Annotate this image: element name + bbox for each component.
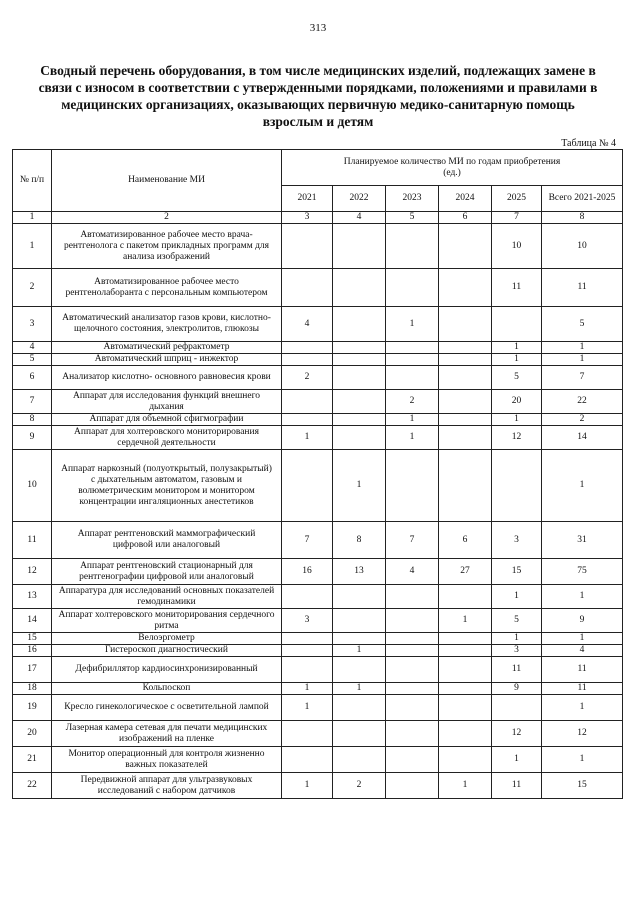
quantity-cell: 1 (333, 645, 386, 657)
row-number: 16 (13, 645, 52, 657)
quantity-cell (282, 645, 333, 657)
quantity-cell: 1 (282, 773, 333, 799)
item-name: Автоматизированное рабочее место врача-рентгенолога с пакетом прикладных программ для анализа изображений (52, 224, 282, 269)
quantity-cell (386, 342, 439, 354)
quantity-cell: 2 (542, 414, 623, 426)
quantity-cell: 1 (492, 354, 542, 366)
row-number: 17 (13, 657, 52, 683)
quantity-cell (386, 721, 439, 747)
quantity-cell: 6 (439, 522, 492, 559)
quantity-cell: 1 (492, 585, 542, 609)
quantity-cell: 11 (492, 657, 542, 683)
quantity-cell (333, 414, 386, 426)
table-row (13, 354, 623, 366)
quantity-cell (282, 721, 333, 747)
row-number: 12 (13, 559, 52, 585)
quantity-cell: 1 (492, 747, 542, 773)
quantity-cell: 12 (492, 426, 542, 450)
quantity-cell (282, 414, 333, 426)
row-number: 20 (13, 721, 52, 747)
quantity-cell (333, 342, 386, 354)
row-number: 7 (13, 390, 52, 414)
item-name: Автоматический анализатор газов крови, кислотно-щелочного состояния, электролитов, глюкозы (52, 307, 282, 342)
quantity-cell: 3 (282, 609, 333, 633)
index-row (13, 212, 623, 224)
row-number: 8 (13, 414, 52, 426)
quantity-cell (386, 633, 439, 645)
quantity-cell (333, 747, 386, 773)
quantity-cell (439, 747, 492, 773)
quantity-cell: 15 (542, 773, 623, 799)
table-row (13, 721, 623, 747)
quantity-cell: 1 (282, 683, 333, 695)
item-name: Аппарат рентгеновский стационарный для рентгенографии цифровой или аналоговый (52, 559, 282, 585)
quantity-cell (386, 747, 439, 773)
quantity-cell: 75 (542, 559, 623, 585)
table-body (13, 224, 623, 799)
quantity-cell: 7 (542, 366, 623, 390)
row-number: 4 (13, 342, 52, 354)
quantity-cell: 7 (282, 522, 333, 559)
quantity-cell: 4 (282, 307, 333, 342)
table-row (13, 522, 623, 559)
quantity-cell: 1 (333, 683, 386, 695)
quantity-cell: 3 (492, 645, 542, 657)
quantity-cell (386, 585, 439, 609)
quantity-cell: 1 (386, 426, 439, 450)
row-number: 10 (13, 450, 52, 522)
table-row (13, 657, 623, 683)
quantity-cell: 11 (492, 269, 542, 307)
quantity-cell (333, 657, 386, 683)
quantity-cell (439, 224, 492, 269)
item-name: Кольпоскоп (52, 683, 282, 695)
quantity-cell (333, 390, 386, 414)
table-row (13, 609, 623, 633)
title-line: связи с износом в соответствии с утвержденными порядками, положениями и правилами в (38, 80, 598, 95)
table-row (13, 390, 623, 414)
item-name: Автоматический шприц - инжектор (52, 354, 282, 366)
quantity-cell: 10 (492, 224, 542, 269)
row-number: 3 (13, 307, 52, 342)
item-name: Анализатор кислотно- основного равновесия крови (52, 366, 282, 390)
quantity-cell (439, 366, 492, 390)
quantity-cell: 1 (282, 695, 333, 721)
quantity-cell: 14 (542, 426, 623, 450)
quantity-cell: 1 (386, 307, 439, 342)
row-number: 5 (13, 354, 52, 366)
quantity-cell: 3 (492, 522, 542, 559)
table-row (13, 683, 623, 695)
quantity-cell: 11 (542, 269, 623, 307)
quantity-cell (333, 426, 386, 450)
quantity-cell (333, 695, 386, 721)
index-cell: 5 (386, 212, 439, 224)
header-year: 2022 (333, 186, 386, 212)
quantity-cell: 1 (282, 426, 333, 450)
row-number: 21 (13, 747, 52, 773)
item-name: Аппарат холтеровского мониторирования сердечного ритма (52, 609, 282, 633)
quantity-cell (282, 450, 333, 522)
table-row (13, 695, 623, 721)
index-cell: 7 (492, 212, 542, 224)
quantity-cell (439, 269, 492, 307)
row-number: 9 (13, 426, 52, 450)
table-row (13, 414, 623, 426)
quantity-cell (282, 633, 333, 645)
row-number: 2 (13, 269, 52, 307)
quantity-cell (386, 450, 439, 522)
row-number: 18 (13, 683, 52, 695)
quantity-cell: 2 (282, 366, 333, 390)
document-title (18, 62, 618, 130)
quantity-cell (439, 721, 492, 747)
table-row (13, 224, 623, 269)
quantity-cell (282, 585, 333, 609)
quantity-cell: 11 (542, 657, 623, 683)
table-label: Таблица № 4 (561, 138, 616, 149)
quantity-cell (439, 695, 492, 721)
row-number: 6 (13, 366, 52, 390)
quantity-cell: 1 (492, 342, 542, 354)
quantity-cell (282, 354, 333, 366)
quantity-cell: 1 (386, 414, 439, 426)
row-number: 11 (13, 522, 52, 559)
header-total: Всего 2021-2025 (542, 186, 623, 212)
item-name: Велоэргометр (52, 633, 282, 645)
item-name: Дефибриллятор кардиосинхронизированный (52, 657, 282, 683)
quantity-cell: 1 (542, 695, 623, 721)
quantity-cell: 5 (542, 307, 623, 342)
quantity-cell (386, 224, 439, 269)
row-number: 19 (13, 695, 52, 721)
quantity-cell (333, 585, 386, 609)
quantity-cell: 11 (542, 683, 623, 695)
table-row (13, 269, 623, 307)
table-row (13, 633, 623, 645)
index-cell: 3 (282, 212, 333, 224)
equipment-table (12, 149, 623, 799)
title-line: Сводный перечень оборудования, в том числе медицинских изделий, подлежащих замене в (40, 63, 596, 78)
quantity-cell (386, 657, 439, 683)
quantity-cell: 1 (542, 633, 623, 645)
table-row (13, 366, 623, 390)
header-planned: Планируемое количество МИ по годам приобретения (ед.) (282, 150, 623, 186)
quantity-cell (282, 269, 333, 307)
quantity-cell (439, 414, 492, 426)
quantity-cell: 10 (542, 224, 623, 269)
quantity-cell (386, 695, 439, 721)
quantity-cell (333, 269, 386, 307)
quantity-cell (333, 354, 386, 366)
table-row (13, 585, 623, 609)
title-line: медицинских организациях, оказывающих первичную медико-санитарную помощь (61, 97, 575, 112)
table-row (13, 342, 623, 354)
index-cell: 4 (333, 212, 386, 224)
item-name: Аппарат наркозный (полуоткрытый, полузакрытый) с дыхательным автоматом, газовым и волюметрическим монитором и монитором концентрации ингаляционных анестетиков (52, 450, 282, 522)
header-row (13, 150, 623, 186)
table-row (13, 747, 623, 773)
index-cell: 1 (13, 212, 52, 224)
table-row (13, 559, 623, 585)
item-name: Аппаратура для исследований основных показателей гемодинамики (52, 585, 282, 609)
quantity-cell (386, 354, 439, 366)
header-year: 2021 (282, 186, 333, 212)
quantity-cell: 13 (333, 559, 386, 585)
quantity-cell (492, 450, 542, 522)
quantity-cell (333, 633, 386, 645)
quantity-cell (439, 657, 492, 683)
quantity-cell: 12 (542, 721, 623, 747)
title-line: взрослым и детям (262, 114, 374, 129)
quantity-cell (439, 426, 492, 450)
item-name: Монитор операционный для контроля жизненно важных показателей (52, 747, 282, 773)
quantity-cell: 9 (542, 609, 623, 633)
item-name: Гистероскоп диагностический (52, 645, 282, 657)
quantity-cell (492, 307, 542, 342)
quantity-cell: 12 (492, 721, 542, 747)
quantity-cell: 20 (492, 390, 542, 414)
quantity-cell (386, 683, 439, 695)
quantity-cell (282, 224, 333, 269)
quantity-cell (439, 342, 492, 354)
item-name: Кресло гинекологическое с осветительной лампой (52, 695, 282, 721)
quantity-cell: 15 (492, 559, 542, 585)
row-number: 13 (13, 585, 52, 609)
quantity-cell (282, 747, 333, 773)
row-number: 14 (13, 609, 52, 633)
quantity-cell: 1 (333, 450, 386, 522)
quantity-cell (386, 366, 439, 390)
quantity-cell: 5 (492, 366, 542, 390)
header-year: 2024 (439, 186, 492, 212)
quantity-cell: 5 (492, 609, 542, 633)
item-name: Передвижной аппарат для ультразвуковых исследований с набором датчиков (52, 773, 282, 799)
item-name: Автоматизированное рабочее место рентгенолаборанта с персональным компьютером (52, 269, 282, 307)
quantity-cell (386, 269, 439, 307)
quantity-cell: 1 (542, 585, 623, 609)
item-name: Аппарат рентгеновский маммографический цифровой или аналоговый (52, 522, 282, 559)
quantity-cell: 1 (542, 354, 623, 366)
quantity-cell: 1 (492, 414, 542, 426)
quantity-cell (386, 609, 439, 633)
quantity-cell: 1 (492, 633, 542, 645)
row-number: 15 (13, 633, 52, 645)
quantity-cell: 9 (492, 683, 542, 695)
quantity-cell: 27 (439, 559, 492, 585)
table-row (13, 426, 623, 450)
quantity-cell: 16 (282, 559, 333, 585)
quantity-cell: 1 (439, 773, 492, 799)
quantity-cell: 7 (386, 522, 439, 559)
item-name: Лазерная камера сетевая для печати медицинских изображений на пленке (52, 721, 282, 747)
quantity-cell (386, 645, 439, 657)
quantity-cell (282, 657, 333, 683)
quantity-cell (333, 224, 386, 269)
quantity-cell: 22 (542, 390, 623, 414)
item-name: Аппарат для исследования функций внешнего дыхания (52, 390, 282, 414)
quantity-cell (282, 390, 333, 414)
index-cell: 6 (439, 212, 492, 224)
item-name: Аппарат для холтеровского мониторирования сердечной деятельности (52, 426, 282, 450)
index-cell: 8 (542, 212, 623, 224)
quantity-cell (439, 683, 492, 695)
quantity-cell: 1 (542, 747, 623, 773)
quantity-cell (439, 450, 492, 522)
header-name: Наименование МИ (52, 150, 282, 212)
table-row (13, 307, 623, 342)
header-num: № п/п (13, 150, 52, 212)
quantity-cell: 4 (386, 559, 439, 585)
quantity-cell (439, 390, 492, 414)
quantity-cell (439, 585, 492, 609)
quantity-cell: 31 (542, 522, 623, 559)
header-year: 2025 (492, 186, 542, 212)
quantity-cell (282, 342, 333, 354)
quantity-cell: 2 (386, 390, 439, 414)
quantity-cell (333, 609, 386, 633)
quantity-cell: 8 (333, 522, 386, 559)
quantity-cell (439, 645, 492, 657)
quantity-cell (333, 307, 386, 342)
table-row (13, 645, 623, 657)
header-year: 2023 (386, 186, 439, 212)
index-cell: 2 (52, 212, 282, 224)
table-row (13, 773, 623, 799)
table-row (13, 450, 623, 522)
quantity-cell: 1 (439, 609, 492, 633)
row-number: 1 (13, 224, 52, 269)
quantity-cell (439, 633, 492, 645)
quantity-cell (439, 307, 492, 342)
quantity-cell (333, 721, 386, 747)
quantity-cell (333, 366, 386, 390)
quantity-cell: 1 (542, 450, 623, 522)
item-name: Автоматический рефрактометр (52, 342, 282, 354)
item-name: Аппарат для объемной сфигмографии (52, 414, 282, 426)
quantity-cell (439, 354, 492, 366)
page-number: 313 (309, 22, 327, 34)
quantity-cell: 1 (542, 342, 623, 354)
row-number: 22 (13, 773, 52, 799)
quantity-cell: 2 (333, 773, 386, 799)
quantity-cell (386, 773, 439, 799)
quantity-cell: 4 (542, 645, 623, 657)
quantity-cell: 11 (492, 773, 542, 799)
quantity-cell (492, 695, 542, 721)
